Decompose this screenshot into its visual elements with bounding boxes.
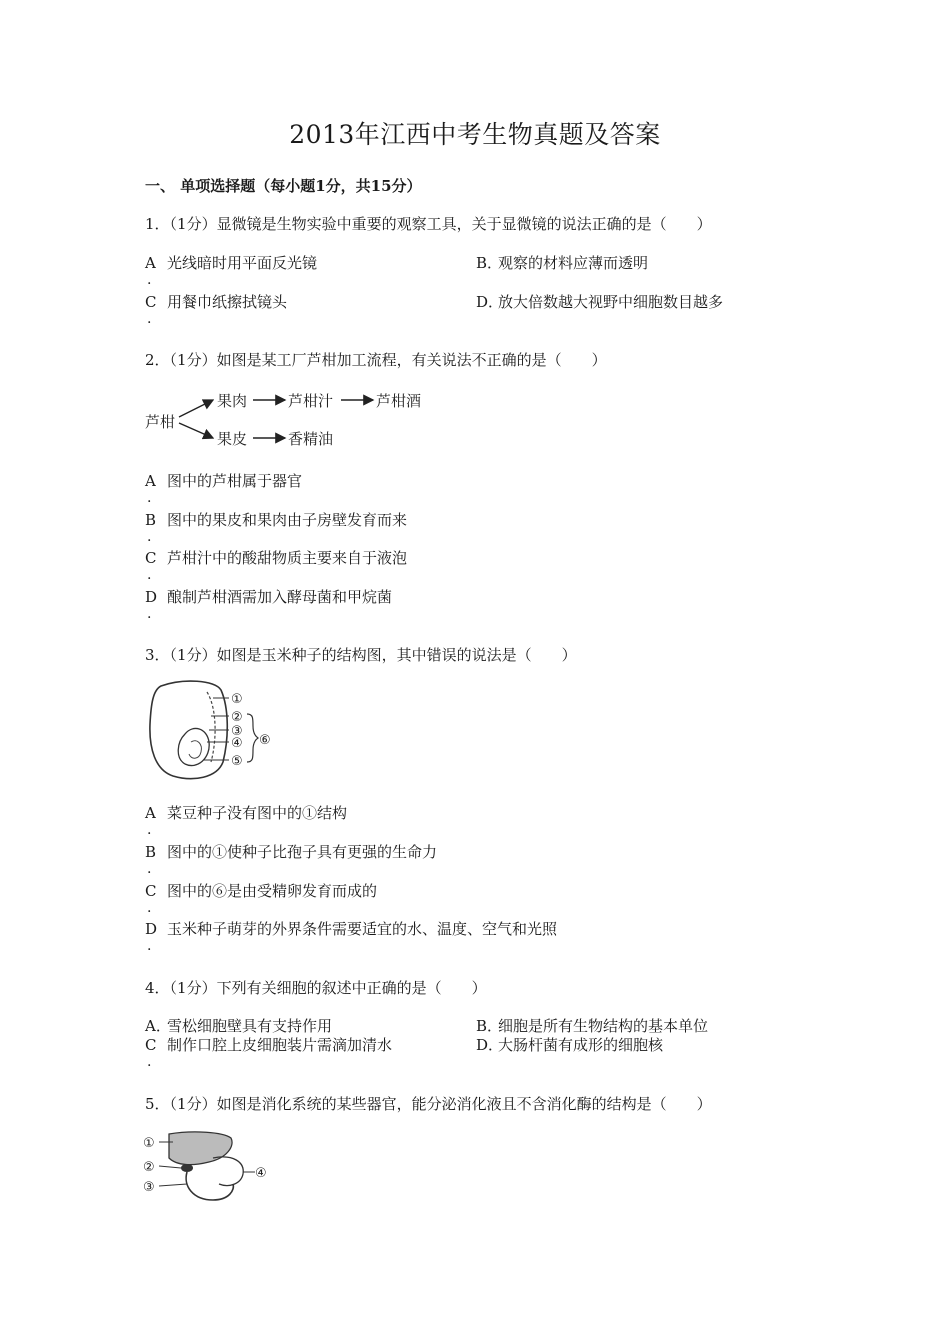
option-text: 图中的⑥是由受精卵发育而成的 <box>167 882 378 900</box>
q2-option-d <box>145 586 392 607</box>
option-text: 图中的①使种子比孢子具有更强的生命力 <box>167 843 438 861</box>
q2-option-c <box>145 547 407 568</box>
q3-option-a <box>145 802 347 823</box>
option-letter: C <box>145 293 157 311</box>
option-dot: . <box>147 938 152 954</box>
option-letter: A <box>145 472 156 490</box>
label-2: ② <box>231 710 243 725</box>
brace <box>247 714 258 762</box>
option-letter: C <box>145 549 157 567</box>
q3-option-b <box>145 841 437 862</box>
option-text: 菜豆种子没有图中的①结构 <box>167 804 348 822</box>
option-dot: . <box>147 567 152 583</box>
corn-seed-diagram <box>143 678 283 788</box>
option-letter: D <box>145 588 158 606</box>
q4-option-d <box>476 1034 663 1055</box>
diagram-peel: 果皮 <box>217 430 248 448</box>
gallbladder <box>181 1164 193 1172</box>
diagram-juice: 芦柑汁 <box>288 392 334 410</box>
option-text: 大肠杆菌有成形的细胞核 <box>498 1036 664 1054</box>
question-4: 4．（1分）下列有关细胞的叙述中正确的是（ ） <box>145 979 487 997</box>
option-text: 制作口腔上皮细胞装片需滴加清水 <box>167 1036 393 1054</box>
option-letter: A <box>145 804 156 822</box>
question-1: 1．（1分）显微镜是生物实验中重要的观察工具，关于显微镜的说法正确的是（ ） <box>145 215 712 233</box>
q4-option-b <box>476 1015 708 1036</box>
section-heading: 一、 单项选择题（每小题1分，共15分） <box>145 177 422 195</box>
label-3: ③ <box>143 1180 155 1195</box>
option-letter: C <box>145 1036 157 1054</box>
option-dot: . <box>147 606 152 622</box>
option-text: 图中的果皮和果肉由子房壁发育而来 <box>167 511 408 529</box>
q1-option-c <box>145 291 287 312</box>
option-letter: C <box>145 882 157 900</box>
q4-option-a <box>145 1015 332 1036</box>
option-letter: A <box>145 254 156 272</box>
option-text: 芦柑汁中的酸甜物质主要来自于液泡 <box>167 549 408 567</box>
pointer-2 <box>159 1166 181 1168</box>
diagram-oil: 香精油 <box>288 430 334 448</box>
q2-option-b <box>145 509 407 530</box>
option-text: 细胞是所有生物结构的基本单位 <box>498 1017 709 1035</box>
digestive-organs-diagram <box>143 1128 273 1208</box>
option-dot: . <box>147 272 152 288</box>
option-text: 放大倍数越大视野中细胞数目越多 <box>498 293 724 311</box>
option-text: 玉米种子萌芽的外界条件需要适宜的水、温度、空气和光照 <box>167 920 558 938</box>
option-letter: A． <box>145 1017 171 1035</box>
option-letter: D． <box>476 293 504 311</box>
stomach <box>213 1157 243 1186</box>
label-1: ① <box>231 692 243 707</box>
pointer-3 <box>159 1184 187 1186</box>
option-text: 图中的芦柑属于器官 <box>167 472 303 490</box>
option-letter: B <box>145 511 157 529</box>
q1-option-d <box>476 291 723 312</box>
q1-option-b <box>476 252 648 273</box>
option-text: 观察的材料应薄而透明 <box>498 254 649 272</box>
option-dot: . <box>147 311 152 327</box>
option-dot: . <box>147 861 152 877</box>
option-letter: D． <box>476 1036 504 1054</box>
option-text: 雪松细胞壁具有支持作用 <box>167 1017 333 1035</box>
page-title: 2013年江西中考生物真题及答案 <box>289 120 661 149</box>
label-2: ② <box>143 1160 155 1175</box>
q1-option-a <box>145 252 317 273</box>
question-3: 3．（1分）如图是玉米种子的结构图，其中错误的说法是（ ） <box>145 646 577 664</box>
label-6: ⑥ <box>259 733 271 748</box>
option-letter: D <box>145 920 158 938</box>
option-dot: . <box>147 822 152 838</box>
diagram-wine: 芦柑酒 <box>376 392 422 410</box>
label-3: ③ <box>231 724 243 739</box>
embryo-inner <box>189 741 201 759</box>
label-1: ① <box>143 1136 155 1151</box>
label-4: ④ <box>231 736 243 751</box>
option-letter: B． <box>476 1017 503 1035</box>
diagram-pulp: 果肉 <box>217 392 248 410</box>
q4-option-c <box>145 1034 392 1055</box>
q3-option-c <box>145 880 377 901</box>
q3-option-d <box>145 918 557 939</box>
question-5: 5．（1分）如图是消化系统的某些器官，能分泌消化液且不含消化酶的结构是（ ） <box>145 1095 712 1113</box>
option-text: 酿制芦柑酒需加入酵母菌和甲烷菌 <box>167 588 393 606</box>
q2-option-a <box>145 470 302 491</box>
option-letter: B． <box>476 254 503 272</box>
citrus-process-diagram <box>143 385 443 455</box>
arrow-lower <box>179 423 213 438</box>
option-dot: . <box>147 490 152 506</box>
option-letter: B <box>145 843 157 861</box>
option-text: 用餐巾纸擦拭镜头 <box>167 293 288 311</box>
option-dot: . <box>147 529 152 545</box>
liver <box>169 1132 232 1165</box>
label-4: ④ <box>255 1166 267 1181</box>
arrow-upper <box>179 400 213 417</box>
diagram-root: 芦柑 <box>145 413 176 431</box>
option-dot: . <box>147 900 152 916</box>
label-5: ⑤ <box>231 754 243 769</box>
option-text: 光线暗时用平面反光镜 <box>167 254 318 272</box>
option-dot: . <box>147 1054 152 1070</box>
question-2: 2．（1分）如图是某工厂芦柑加工流程，有关说法不正确的是（ ） <box>145 351 607 369</box>
